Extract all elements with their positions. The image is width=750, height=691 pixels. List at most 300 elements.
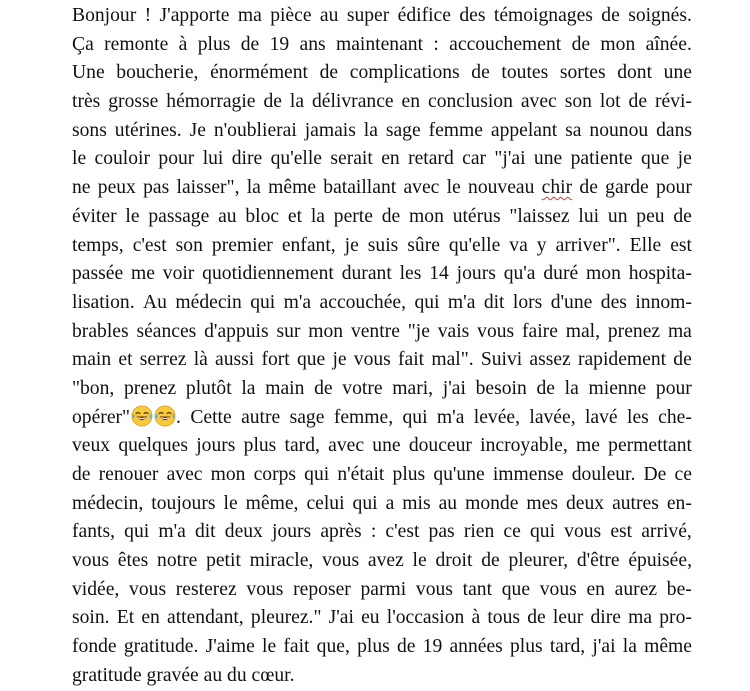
word: en- — [666, 492, 692, 514]
word: bataillant — [323, 177, 397, 199]
word: jours — [456, 263, 496, 285]
word: qu'a — [503, 263, 536, 285]
word: au — [438, 492, 458, 514]
word: que, — [316, 636, 350, 658]
word: avec — [328, 435, 365, 457]
word: dire — [231, 148, 263, 170]
word: De — [643, 464, 667, 485]
word: Ça — [72, 33, 94, 55]
word: aînée. — [645, 33, 692, 55]
word: de — [72, 464, 91, 485]
word: main — [265, 377, 305, 399]
word: la — [289, 91, 305, 113]
word: mon — [600, 33, 636, 55]
word: mal, — [565, 320, 601, 342]
word: Bonjour — [72, 5, 137, 26]
text-line — [72, 633, 692, 662]
word: jours — [196, 435, 236, 457]
word: maintenant — [335, 33, 424, 55]
word: peux — [97, 177, 136, 199]
text-line — [72, 404, 692, 433]
word: je — [344, 234, 359, 256]
text-line — [72, 232, 692, 261]
word: le — [262, 636, 277, 658]
word: vous — [129, 578, 167, 600]
word: est — [610, 521, 633, 543]
word: d'une — [550, 291, 593, 313]
word: nouveau — [468, 177, 535, 199]
word: Je — [189, 119, 206, 141]
word: car — [462, 148, 487, 170]
word: le — [412, 550, 427, 572]
word: mon — [308, 320, 344, 342]
word: J'ai — [328, 607, 354, 629]
word: laisser", — [176, 177, 240, 199]
word: j'ai — [442, 377, 466, 399]
word: Suivi — [480, 349, 523, 371]
word: vous — [322, 550, 360, 572]
word: aurez — [614, 578, 658, 600]
word: énormément — [210, 62, 308, 84]
word: une — [663, 62, 692, 84]
word: mal". — [431, 349, 474, 371]
word: fort — [261, 349, 290, 371]
word: eu — [361, 607, 380, 629]
word: vais — [437, 320, 470, 342]
word: enfant, — [281, 234, 336, 256]
word: monde — [465, 492, 519, 514]
word: autres — [612, 492, 659, 514]
word: pleurer, — [508, 550, 569, 572]
word: que — [640, 148, 670, 170]
word: mon — [409, 205, 444, 227]
word: bloc — [245, 205, 280, 227]
text-line — [72, 518, 692, 547]
word: J'apporte — [159, 5, 230, 26]
word: deux — [224, 521, 263, 543]
word: mes — [526, 492, 558, 514]
document-body — [72, 2, 692, 691]
word: que — [296, 349, 326, 371]
word: même — [644, 636, 692, 658]
word: couloir — [94, 148, 151, 170]
word: peu — [636, 205, 665, 227]
word: autre — [241, 406, 281, 428]
word: appelant — [490, 119, 558, 141]
word: en — [381, 148, 400, 170]
word: n'oublierai — [213, 119, 297, 141]
word: vous — [415, 578, 453, 600]
word: années — [449, 636, 503, 658]
text-line — [72, 31, 692, 60]
word: des — [459, 5, 486, 26]
word: temps, — [72, 234, 124, 256]
word: douleur. — [571, 464, 636, 485]
word: Cette — [190, 406, 232, 428]
word: à — [471, 607, 481, 629]
text-line — [72, 547, 692, 576]
word: la — [564, 377, 579, 399]
word: fait — [283, 636, 310, 658]
word: de — [673, 349, 692, 371]
word: dire — [590, 607, 621, 629]
word: besoin — [475, 377, 527, 399]
word: tard, — [549, 636, 586, 658]
word: gratitude. — [123, 636, 199, 658]
word: plutôt — [185, 377, 232, 399]
word: qui — [304, 464, 330, 485]
word: pièce — [270, 5, 312, 26]
word: rapidement — [577, 349, 667, 371]
text-line — [72, 604, 692, 633]
word: au — [218, 205, 237, 227]
word: ! — [144, 5, 152, 26]
word: toutes — [501, 62, 549, 84]
word: vous — [564, 521, 602, 543]
word: révi- — [654, 91, 692, 113]
text-line — [72, 117, 692, 146]
word: c'est — [385, 521, 420, 543]
word: le — [223, 492, 238, 514]
word: le — [446, 177, 461, 199]
word: lors — [512, 291, 543, 313]
word: utérus — [452, 205, 501, 227]
word: 19 — [422, 636, 443, 658]
word: avec — [520, 91, 557, 113]
word: pour — [655, 177, 692, 199]
word: le — [125, 205, 140, 227]
word: son — [175, 234, 203, 256]
word: suis — [367, 234, 399, 256]
text-line — [72, 318, 692, 347]
word: incroyable, — [480, 435, 568, 457]
word: accouchement — [449, 33, 562, 55]
word: ma — [628, 607, 653, 629]
word: premier — [211, 234, 273, 256]
word: jamais — [304, 119, 356, 141]
text-line — [72, 88, 692, 117]
word: lui — [202, 148, 224, 170]
word: qui — [414, 291, 440, 313]
word: plus — [197, 33, 231, 55]
word: immense — [492, 464, 564, 485]
word: rien — [463, 521, 495, 543]
word: qui — [352, 492, 378, 514]
word: après — [320, 521, 362, 543]
word: mis — [402, 492, 431, 514]
word: lot — [599, 91, 621, 113]
word: des — [600, 291, 627, 313]
word: serrez — [139, 349, 187, 371]
word: garde — [605, 177, 649, 199]
word: et — [287, 205, 303, 227]
word: ce — [674, 464, 692, 485]
word: est — [670, 234, 692, 256]
word: délivrance — [312, 91, 394, 113]
word: perte — [333, 205, 373, 227]
word: J'aime — [205, 636, 255, 658]
text-line — [72, 289, 692, 318]
word: be- — [666, 578, 692, 600]
word: arriver". — [555, 234, 621, 256]
word: séances — [136, 320, 197, 342]
word: une — [372, 435, 401, 457]
word: la — [363, 119, 378, 141]
word: que — [501, 578, 531, 600]
word: sur — [276, 320, 301, 342]
word: qui — [402, 406, 428, 428]
word: complications — [349, 62, 460, 84]
word: épuisée, — [628, 550, 692, 572]
word: va — [509, 234, 528, 256]
word: j'ai — [592, 636, 616, 658]
word: y — [536, 234, 547, 256]
word: prenez — [124, 377, 177, 399]
word: levée, — [473, 406, 520, 428]
text-line — [72, 375, 692, 404]
word: en — [586, 578, 605, 600]
word: patiente — [570, 148, 633, 170]
word: m'a — [436, 406, 465, 428]
word: faire — [522, 320, 558, 342]
word: ce — [503, 521, 521, 543]
word: Elle — [629, 234, 662, 256]
word: qu'elle — [448, 234, 501, 256]
word: en — [401, 91, 421, 113]
text-line — [72, 461, 692, 490]
word: de — [314, 377, 333, 399]
word: serait — [330, 148, 373, 170]
word: avec — [166, 464, 203, 485]
word: vous — [72, 550, 110, 572]
word: lavée, — [529, 406, 576, 428]
word: quotidiennement — [202, 263, 334, 285]
word: deux — [565, 492, 605, 514]
word: m'a — [158, 521, 186, 543]
word: droit — [435, 550, 473, 572]
word: de — [673, 205, 692, 227]
word: me — [130, 263, 155, 285]
word: de — [381, 205, 401, 227]
word: soin. — [72, 607, 110, 629]
word: super — [346, 5, 390, 26]
word: avec — [403, 177, 440, 199]
word: fonde — [72, 636, 117, 658]
word: "laissez — [509, 205, 570, 227]
word: les — [399, 263, 422, 285]
word: n'était — [337, 464, 385, 485]
text-line — [72, 346, 692, 375]
word: vous — [246, 578, 284, 600]
word: et — [118, 349, 133, 371]
word: de — [319, 62, 339, 84]
word: de — [601, 5, 620, 26]
word: fants, — [72, 521, 115, 543]
text-line — [72, 145, 692, 174]
word: qui — [124, 521, 150, 543]
word: je — [677, 148, 692, 170]
word: la — [246, 177, 261, 199]
word: plus — [392, 464, 426, 485]
word: boucherie, — [116, 62, 199, 84]
word: celui — [306, 492, 345, 514]
word: mon — [586, 263, 621, 285]
word: votre — [342, 377, 383, 399]
word: de — [396, 636, 416, 658]
word: pour — [655, 377, 692, 399]
word: dit — [483, 291, 505, 313]
word: jours — [272, 521, 312, 543]
word: tous — [487, 607, 521, 629]
word: sa — [565, 119, 582, 141]
word: arrivé, — [641, 521, 692, 543]
text-line — [72, 432, 692, 461]
word: au — [319, 5, 339, 26]
word: médecin, — [72, 492, 144, 514]
word: de — [527, 607, 546, 629]
word: d'appuis — [204, 320, 269, 342]
text-line — [72, 490, 692, 519]
word: nounou — [589, 119, 649, 141]
word: de — [471, 62, 490, 84]
word: dont — [617, 62, 653, 84]
word: femme — [428, 119, 483, 141]
word: passage — [148, 205, 210, 227]
word: m'a — [447, 291, 476, 313]
text-line — [72, 576, 692, 605]
word: son — [564, 91, 592, 113]
word: "bon, — [72, 377, 115, 399]
word: hémorragie — [166, 91, 256, 113]
word: Au — [143, 291, 167, 313]
word: attendant, — [167, 607, 244, 629]
word: la — [310, 205, 325, 227]
text-line — [72, 59, 692, 88]
word: hospita- — [628, 263, 692, 285]
word: leur — [552, 607, 584, 629]
word: pro- — [659, 607, 692, 629]
word: douceur — [408, 435, 472, 457]
word: fait — [398, 349, 425, 371]
word: êtes — [117, 550, 149, 572]
word: pleurez." — [250, 607, 322, 629]
word: avez — [367, 550, 404, 572]
word: passée — [72, 263, 124, 285]
word: durant — [341, 263, 392, 285]
word: femme, — [333, 406, 394, 428]
word: je — [332, 349, 347, 371]
word: ma — [667, 320, 692, 342]
word: la — [241, 377, 256, 399]
word: parmi — [360, 578, 407, 600]
word: édifice — [397, 5, 451, 26]
word: qu'elle — [270, 148, 322, 170]
word: me — [575, 435, 600, 457]
word: d'être — [576, 550, 620, 572]
word: 19 — [269, 33, 290, 55]
word: de — [571, 33, 591, 55]
word: médecin — [175, 291, 242, 313]
word: Et — [116, 607, 135, 629]
word: main — [72, 349, 112, 371]
word: plus — [243, 435, 277, 457]
word: miracle, — [249, 550, 314, 572]
word: aussi — [215, 349, 255, 371]
word: sûre — [407, 234, 440, 256]
word: qui — [250, 291, 276, 313]
word: lui — [578, 205, 600, 227]
word: notre — [157, 550, 198, 572]
word: de — [263, 91, 282, 113]
word: de — [628, 91, 648, 113]
word: éviter — [72, 205, 117, 227]
word: ma — [237, 5, 262, 26]
word: voir — [162, 263, 195, 285]
word: grosse — [108, 91, 159, 113]
text-line: gratitude gravée au du cœur. — [72, 664, 295, 686]
word: assez — [529, 349, 571, 371]
word: retard — [408, 148, 454, 170]
word: soignés. — [628, 5, 692, 26]
word: remonte — [104, 33, 169, 55]
word: en — [141, 607, 160, 629]
word: l'occasion — [386, 607, 465, 629]
word: ne — [72, 177, 91, 199]
word: che- — [658, 406, 692, 428]
word: ans — [299, 33, 326, 55]
word: de — [240, 33, 260, 55]
word: pour — [158, 148, 195, 170]
word: toujours — [151, 492, 216, 514]
word: qui — [529, 521, 556, 543]
word: là — [193, 349, 208, 371]
word: sons — [72, 119, 107, 141]
word: petit — [206, 550, 241, 572]
word: lisation. — [72, 291, 135, 313]
word: "j'ai — [494, 148, 526, 170]
word: "je — [407, 320, 430, 342]
word: le — [72, 148, 87, 170]
word: même, — [245, 492, 299, 514]
word: Une — [72, 62, 105, 84]
word: veux — [72, 435, 111, 457]
word: mari, — [392, 377, 434, 399]
tears-of-joy-emoji-icon — [154, 405, 176, 427]
word: m'a — [283, 291, 312, 313]
word: permettant — [608, 435, 692, 457]
word: utérines. — [114, 119, 182, 141]
word: une — [533, 148, 563, 170]
word: qu'une — [433, 464, 485, 485]
word: tard, — [284, 435, 320, 457]
word: plus — [357, 636, 390, 658]
word: lavé — [584, 406, 618, 428]
word: resterez — [175, 578, 237, 600]
word: dans — [656, 119, 692, 141]
word: c'est — [132, 234, 167, 256]
text-line — [72, 203, 692, 232]
word: prenez — [607, 320, 661, 342]
word: quelques — [118, 435, 188, 457]
word: les — [627, 406, 649, 428]
text-line — [72, 260, 692, 289]
word: de — [579, 177, 598, 199]
word: ventre — [350, 320, 400, 342]
word: pas — [143, 177, 170, 199]
word: renouer — [98, 464, 159, 485]
word: vous — [539, 578, 577, 600]
word: un — [607, 205, 628, 227]
